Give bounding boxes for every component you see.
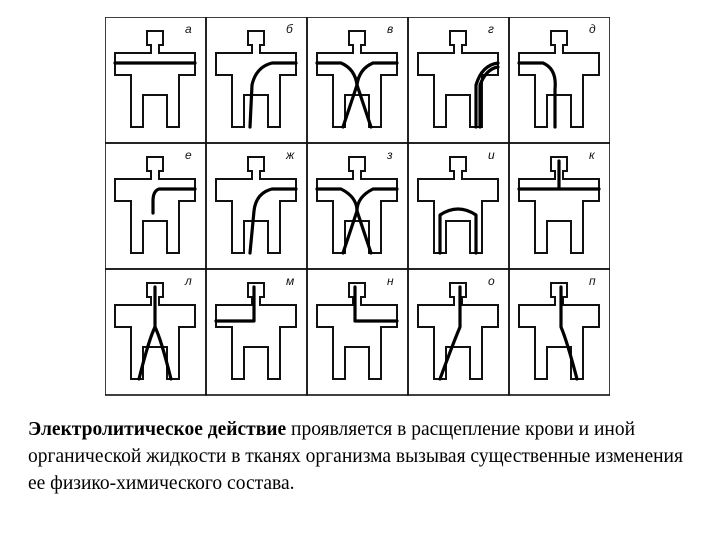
figure-cell — [105, 143, 206, 269]
cell-label: л — [185, 274, 192, 288]
cell-label: д — [589, 22, 596, 36]
figure-cell — [206, 143, 307, 269]
cell-label: н — [387, 274, 394, 288]
human-figure-outline — [115, 157, 195, 253]
caption — [28, 416, 704, 497]
figure-cell — [307, 143, 408, 269]
figure-cell — [408, 269, 509, 395]
cell-label: б — [286, 22, 293, 36]
human-figure-outline — [216, 31, 296, 127]
figure-cell — [509, 17, 610, 143]
figure-cell — [105, 17, 206, 143]
human-figure-outline — [519, 283, 599, 379]
cell-label: о — [488, 274, 495, 288]
figure-cell — [206, 269, 307, 395]
cell-label: ж — [286, 148, 295, 162]
human-figure-outline — [216, 283, 296, 379]
figure-cell — [307, 17, 408, 143]
human-figure-outline — [317, 283, 397, 379]
cell-label: к — [589, 148, 595, 162]
cell-label: в — [387, 22, 394, 36]
caption-bold-term: Электролитическое действие — [28, 419, 287, 440]
figure-cell — [105, 269, 206, 395]
human-figure-outline — [519, 31, 599, 127]
cell-label: м — [286, 274, 295, 288]
figure-cell — [408, 17, 509, 143]
figure-cell — [307, 269, 408, 395]
figure-cell — [509, 143, 610, 269]
figure-cell — [408, 143, 509, 269]
cell-label: з — [387, 148, 393, 162]
cell-label: п — [589, 274, 596, 288]
human-figure-outline — [418, 157, 498, 253]
cell-label: и — [488, 148, 495, 162]
current-path-figure — [105, 17, 610, 397]
figure-cell — [206, 17, 307, 143]
cell-label: е — [185, 148, 192, 162]
human-figure-outline — [115, 31, 195, 127]
current-path-diagram — [105, 17, 610, 397]
caption-text: проявляется в расщепление крови и иной органической жидкости в тканях организма вызывая существенные изменения ее физико-химического состава. — [28, 419, 683, 494]
cell-label: а — [185, 22, 192, 36]
human-figure-outline — [418, 31, 498, 127]
cell-label: г — [488, 22, 494, 36]
figure-cell — [509, 269, 610, 395]
